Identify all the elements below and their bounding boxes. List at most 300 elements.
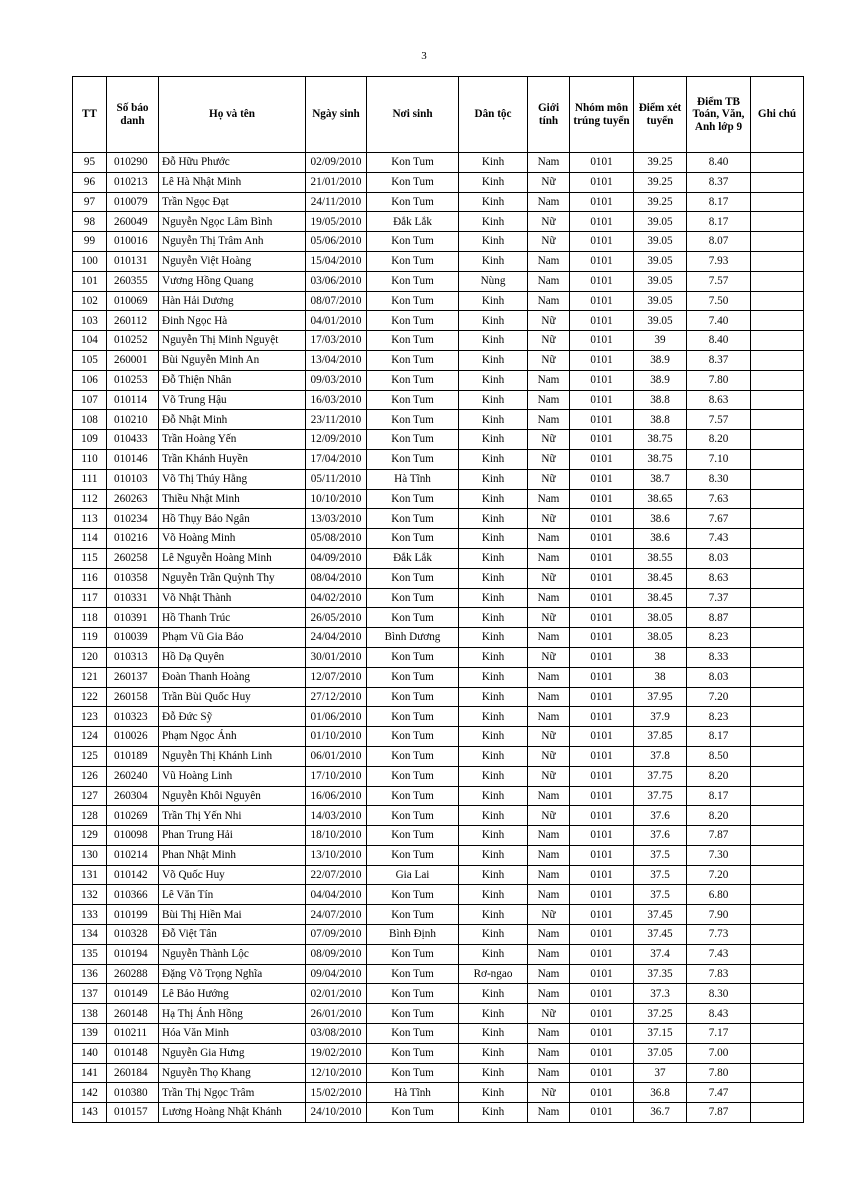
- cell-ghi-chu: [751, 925, 804, 945]
- cell-diem-xet-tuyen: 38.45: [634, 568, 687, 588]
- cell-diem-tb: 7.43: [687, 529, 751, 549]
- table-row: [73, 984, 804, 1004]
- cell-gioi-tinh: Nữ: [528, 311, 570, 331]
- cell-tt: 120: [73, 647, 107, 667]
- cell-noi-sinh: Kon Tum: [367, 905, 459, 925]
- cell-diem-tb: 7.87: [687, 826, 751, 846]
- table-row: [73, 153, 804, 173]
- cell-so-bao-danh: 260288: [107, 964, 159, 984]
- cell-dan-toc: Kinh: [459, 707, 528, 727]
- cell-diem-tb: 7.87: [687, 1103, 751, 1123]
- cell-nhom-mon: 0101: [570, 925, 634, 945]
- table-row: [73, 489, 804, 509]
- cell-ghi-chu: [751, 331, 804, 351]
- cell-nhom-mon: 0101: [570, 806, 634, 826]
- cell-diem-tb: 8.37: [687, 172, 751, 192]
- cell-ngay-sinh: 16/06/2010: [306, 786, 367, 806]
- cell-ngay-sinh: 15/02/2010: [306, 1083, 367, 1103]
- cell-noi-sinh: Kon Tum: [367, 489, 459, 509]
- cell-dan-toc: Kinh: [459, 529, 528, 549]
- cell-noi-sinh: Kon Tum: [367, 806, 459, 826]
- cell-diem-xet-tuyen: 38.75: [634, 449, 687, 469]
- cell-diem-xet-tuyen: 37.35: [634, 964, 687, 984]
- cell-nhom-mon: 0101: [570, 588, 634, 608]
- cell-ghi-chu: [751, 1024, 804, 1044]
- cell-gioi-tinh: Nữ: [528, 509, 570, 529]
- cell-ho-va-ten: Nguyễn Thị Trâm Anh: [159, 232, 306, 252]
- cell-tt: 113: [73, 509, 107, 529]
- cell-ho-va-ten: Đặng Võ Trọng Nghĩa: [159, 964, 306, 984]
- cell-gioi-tinh: Nữ: [528, 905, 570, 925]
- cell-gioi-tinh: Nam: [528, 628, 570, 648]
- cell-ngay-sinh: 17/03/2010: [306, 331, 367, 351]
- cell-so-bao-danh: 010290: [107, 153, 159, 173]
- cell-dan-toc: Kinh: [459, 806, 528, 826]
- cell-ghi-chu: [751, 707, 804, 727]
- cell-ngay-sinh: 24/04/2010: [306, 628, 367, 648]
- cell-ghi-chu: [751, 568, 804, 588]
- cell-dan-toc: Kinh: [459, 430, 528, 450]
- cell-noi-sinh: Kon Tum: [367, 291, 459, 311]
- cell-tt: 131: [73, 865, 107, 885]
- cell-ngay-sinh: 23/11/2010: [306, 410, 367, 430]
- cell-nhom-mon: 0101: [570, 746, 634, 766]
- cell-ghi-chu: [751, 1083, 804, 1103]
- table-row: [73, 667, 804, 687]
- cell-gioi-tinh: Nữ: [528, 232, 570, 252]
- cell-so-bao-danh: 010098: [107, 826, 159, 846]
- cell-so-bao-danh: 260258: [107, 548, 159, 568]
- cell-tt: 139: [73, 1024, 107, 1044]
- cell-diem-xet-tuyen: 39.25: [634, 153, 687, 173]
- cell-ngay-sinh: 01/06/2010: [306, 707, 367, 727]
- cell-ho-va-ten: Nguyễn Việt Hoàng: [159, 251, 306, 271]
- cell-gioi-tinh: Nam: [528, 192, 570, 212]
- cell-tt: 138: [73, 1004, 107, 1024]
- cell-gioi-tinh: Nam: [528, 271, 570, 291]
- cell-diem-tb: 7.40: [687, 311, 751, 331]
- cell-ghi-chu: [751, 172, 804, 192]
- table-row: [73, 746, 804, 766]
- cell-ghi-chu: [751, 746, 804, 766]
- cell-diem-xet-tuyen: 38.8: [634, 390, 687, 410]
- cell-ho-va-ten: Đỗ Việt Tân: [159, 925, 306, 945]
- cell-nhom-mon: 0101: [570, 212, 634, 232]
- cell-ngay-sinh: 04/09/2010: [306, 548, 367, 568]
- table-row: [73, 509, 804, 529]
- cell-gioi-tinh: Nam: [528, 1024, 570, 1044]
- table-row: [73, 766, 804, 786]
- cell-dan-toc: Kinh: [459, 568, 528, 588]
- cell-dan-toc: Kinh: [459, 469, 528, 489]
- cell-ngay-sinh: 04/02/2010: [306, 588, 367, 608]
- cell-ho-va-ten: Nguyễn Thị Khánh Linh: [159, 746, 306, 766]
- cell-noi-sinh: Kon Tum: [367, 786, 459, 806]
- cell-noi-sinh: Kon Tum: [367, 1063, 459, 1083]
- cell-diem-xet-tuyen: 37.5: [634, 865, 687, 885]
- cell-ho-va-ten: Nguyễn Ngọc Lâm Bình: [159, 212, 306, 232]
- table-row: [73, 469, 804, 489]
- cell-so-bao-danh: 010252: [107, 331, 159, 351]
- table-row: [73, 647, 804, 667]
- cell-dan-toc: Kinh: [459, 588, 528, 608]
- cell-diem-xet-tuyen: 39.05: [634, 212, 687, 232]
- cell-diem-xet-tuyen: 39.25: [634, 172, 687, 192]
- cell-gioi-tinh: Nam: [528, 1043, 570, 1063]
- cell-ho-va-ten: Hàn Hải Dương: [159, 291, 306, 311]
- cell-tt: 97: [73, 192, 107, 212]
- col-nhom-mon-header: Nhóm môn trúng tuyển: [570, 77, 634, 153]
- cell-ghi-chu: [751, 1004, 804, 1024]
- cell-ngay-sinh: 17/04/2010: [306, 449, 367, 469]
- cell-so-bao-danh: 010380: [107, 1083, 159, 1103]
- cell-nhom-mon: 0101: [570, 449, 634, 469]
- cell-noi-sinh: Bình Dương: [367, 628, 459, 648]
- cell-dan-toc: Kinh: [459, 311, 528, 331]
- cell-ngay-sinh: 30/01/2010: [306, 647, 367, 667]
- cell-diem-tb: 7.47: [687, 1083, 751, 1103]
- cell-noi-sinh: Kon Tum: [367, 1004, 459, 1024]
- cell-nhom-mon: 0101: [570, 707, 634, 727]
- cell-ngay-sinh: 12/07/2010: [306, 667, 367, 687]
- cell-gioi-tinh: Nam: [528, 984, 570, 1004]
- cell-nhom-mon: 0101: [570, 311, 634, 331]
- cell-tt: 126: [73, 766, 107, 786]
- cell-diem-tb: 8.20: [687, 430, 751, 450]
- cell-ho-va-ten: Lê Văn Tín: [159, 885, 306, 905]
- cell-noi-sinh: Kon Tum: [367, 271, 459, 291]
- cell-diem-xet-tuyen: 37.45: [634, 925, 687, 945]
- cell-gioi-tinh: Nữ: [528, 647, 570, 667]
- cell-ho-va-ten: Võ Thị Thúy Hằng: [159, 469, 306, 489]
- cell-diem-xet-tuyen: 36.7: [634, 1103, 687, 1123]
- cell-noi-sinh: Kon Tum: [367, 311, 459, 331]
- cell-ho-va-ten: Lê Bảo Hướng: [159, 984, 306, 1004]
- cell-ho-va-ten: Trần Bùi Quốc Huy: [159, 687, 306, 707]
- cell-ghi-chu: [751, 766, 804, 786]
- cell-dan-toc: Kinh: [459, 350, 528, 370]
- col-dan-toc-header: Dân tộc: [459, 77, 528, 153]
- cell-diem-xet-tuyen: 37.9: [634, 707, 687, 727]
- cell-ghi-chu: [751, 529, 804, 549]
- cell-ho-va-ten: Thiều Nhật Minh: [159, 489, 306, 509]
- cell-diem-tb: 7.90: [687, 905, 751, 925]
- cell-diem-xet-tuyen: 37.85: [634, 727, 687, 747]
- cell-diem-tb: 7.17: [687, 1024, 751, 1044]
- cell-diem-tb: 7.37: [687, 588, 751, 608]
- cell-tt: 110: [73, 449, 107, 469]
- cell-ho-va-ten: Nguyễn Thọ Khang: [159, 1063, 306, 1083]
- table-row: [73, 311, 804, 331]
- cell-gioi-tinh: Nữ: [528, 430, 570, 450]
- cell-diem-xet-tuyen: 39.05: [634, 271, 687, 291]
- cell-diem-xet-tuyen: 36.8: [634, 1083, 687, 1103]
- cell-ngay-sinh: 05/06/2010: [306, 232, 367, 252]
- cell-ghi-chu: [751, 410, 804, 430]
- cell-gioi-tinh: Nữ: [528, 212, 570, 232]
- cell-dan-toc: Kinh: [459, 172, 528, 192]
- cell-ngay-sinh: 01/10/2010: [306, 727, 367, 747]
- cell-so-bao-danh: 010114: [107, 390, 159, 410]
- cell-so-bao-danh: 010199: [107, 905, 159, 925]
- table-header-row: [73, 77, 804, 153]
- col-ghi-chu-header: Ghi chú: [751, 77, 804, 153]
- cell-tt: 118: [73, 608, 107, 628]
- table-row: [73, 786, 804, 806]
- cell-gioi-tinh: Nam: [528, 845, 570, 865]
- cell-ngay-sinh: 21/01/2010: [306, 172, 367, 192]
- table-row: [73, 608, 804, 628]
- cell-nhom-mon: 0101: [570, 153, 634, 173]
- cell-ghi-chu: [751, 984, 804, 1004]
- cell-diem-tb: 8.17: [687, 786, 751, 806]
- cell-tt: 129: [73, 826, 107, 846]
- cell-ghi-chu: [751, 271, 804, 291]
- table-row: [73, 1103, 804, 1123]
- cell-noi-sinh: Kon Tum: [367, 944, 459, 964]
- cell-gioi-tinh: Nam: [528, 291, 570, 311]
- cell-tt: 133: [73, 905, 107, 925]
- cell-tt: 142: [73, 1083, 107, 1103]
- cell-diem-tb: 8.37: [687, 350, 751, 370]
- cell-diem-xet-tuyen: 38.6: [634, 529, 687, 549]
- cell-ho-va-ten: Lê Hà Nhật Minh: [159, 172, 306, 192]
- cell-ghi-chu: [751, 489, 804, 509]
- cell-dan-toc: Kinh: [459, 509, 528, 529]
- table-body: [73, 153, 804, 1123]
- cell-ngay-sinh: 24/07/2010: [306, 905, 367, 925]
- cell-ngay-sinh: 15/04/2010: [306, 251, 367, 271]
- cell-ngay-sinh: 08/09/2010: [306, 944, 367, 964]
- cell-diem-tb: 7.00: [687, 1043, 751, 1063]
- cell-gioi-tinh: Nam: [528, 548, 570, 568]
- cell-ho-va-ten: Đỗ Nhật Minh: [159, 410, 306, 430]
- cell-so-bao-danh: 260240: [107, 766, 159, 786]
- page-number: 3: [421, 50, 427, 62]
- cell-ho-va-ten: Đỗ Thiện Nhân: [159, 370, 306, 390]
- cell-diem-xet-tuyen: 38.6: [634, 509, 687, 529]
- cell-dan-toc: Kinh: [459, 925, 528, 945]
- table-row: [73, 1063, 804, 1083]
- cell-nhom-mon: 0101: [570, 608, 634, 628]
- cell-ghi-chu: [751, 153, 804, 173]
- cell-noi-sinh: Kon Tum: [367, 1103, 459, 1123]
- cell-so-bao-danh: 010269: [107, 806, 159, 826]
- cell-nhom-mon: 0101: [570, 984, 634, 1004]
- table-row: [73, 251, 804, 271]
- cell-diem-xet-tuyen: 37.95: [634, 687, 687, 707]
- cell-ngay-sinh: 26/05/2010: [306, 608, 367, 628]
- cell-so-bao-danh: 260184: [107, 1063, 159, 1083]
- cell-tt: 124: [73, 727, 107, 747]
- cell-ghi-chu: [751, 608, 804, 628]
- cell-tt: 135: [73, 944, 107, 964]
- cell-nhom-mon: 0101: [570, 667, 634, 687]
- cell-gioi-tinh: Nữ: [528, 746, 570, 766]
- cell-so-bao-danh: 010148: [107, 1043, 159, 1063]
- cell-ho-va-ten: Bùi Nguyễn Minh An: [159, 350, 306, 370]
- cell-ho-va-ten: Đinh Ngọc Hà: [159, 311, 306, 331]
- cell-tt: 108: [73, 410, 107, 430]
- cell-ghi-chu: [751, 350, 804, 370]
- cell-ngay-sinh: 02/01/2010: [306, 984, 367, 1004]
- cell-gioi-tinh: Nam: [528, 1063, 570, 1083]
- cell-nhom-mon: 0101: [570, 628, 634, 648]
- cell-ghi-chu: [751, 845, 804, 865]
- cell-diem-tb: 7.20: [687, 865, 751, 885]
- cell-diem-xet-tuyen: 39.25: [634, 192, 687, 212]
- cell-ghi-chu: [751, 430, 804, 450]
- cell-diem-xet-tuyen: 38.9: [634, 370, 687, 390]
- cell-dan-toc: Kinh: [459, 667, 528, 687]
- cell-noi-sinh: Kon Tum: [367, 1024, 459, 1044]
- cell-so-bao-danh: 010194: [107, 944, 159, 964]
- cell-ghi-chu: [751, 370, 804, 390]
- cell-dan-toc: Kinh: [459, 390, 528, 410]
- cell-diem-tb: 7.80: [687, 370, 751, 390]
- cell-ghi-chu: [751, 1043, 804, 1063]
- cell-nhom-mon: 0101: [570, 944, 634, 964]
- cell-nhom-mon: 0101: [570, 766, 634, 786]
- cell-ghi-chu: [751, 687, 804, 707]
- cell-so-bao-danh: 010142: [107, 865, 159, 885]
- cell-gioi-tinh: Nam: [528, 944, 570, 964]
- cell-tt: 109: [73, 430, 107, 450]
- admission-list-table: [72, 76, 804, 1123]
- cell-ngay-sinh: 03/08/2010: [306, 1024, 367, 1044]
- cell-so-bao-danh: 010331: [107, 588, 159, 608]
- cell-nhom-mon: 0101: [570, 291, 634, 311]
- cell-diem-tb: 8.03: [687, 548, 751, 568]
- cell-nhom-mon: 0101: [570, 885, 634, 905]
- cell-ho-va-ten: Lê Nguyễn Hoàng Minh: [159, 548, 306, 568]
- cell-ngay-sinh: 24/11/2010: [306, 192, 367, 212]
- cell-noi-sinh: Kon Tum: [367, 172, 459, 192]
- cell-diem-tb: 8.50: [687, 746, 751, 766]
- cell-ghi-chu: [751, 212, 804, 232]
- cell-ngay-sinh: 04/04/2010: [306, 885, 367, 905]
- cell-so-bao-danh: 010253: [107, 370, 159, 390]
- cell-gioi-tinh: Nữ: [528, 608, 570, 628]
- cell-diem-xet-tuyen: 37.75: [634, 766, 687, 786]
- col-diem-xet-tuyen-header: Điểm xét tuyển: [634, 77, 687, 153]
- cell-diem-tb: 7.83: [687, 964, 751, 984]
- cell-so-bao-danh: 260049: [107, 212, 159, 232]
- cell-ho-va-ten: Vũ Hoàng Linh: [159, 766, 306, 786]
- table-row: [73, 232, 804, 252]
- cell-nhom-mon: 0101: [570, 469, 634, 489]
- cell-noi-sinh: Kon Tum: [367, 766, 459, 786]
- cell-dan-toc: Kinh: [459, 1004, 528, 1024]
- cell-nhom-mon: 0101: [570, 232, 634, 252]
- cell-diem-tb: 7.67: [687, 509, 751, 529]
- cell-diem-tb: 8.40: [687, 153, 751, 173]
- cell-dan-toc: Rơ-ngao: [459, 964, 528, 984]
- cell-tt: 98: [73, 212, 107, 232]
- cell-ho-va-ten: Võ Hoàng Minh: [159, 529, 306, 549]
- cell-noi-sinh: Kon Tum: [367, 350, 459, 370]
- table-row: [73, 905, 804, 925]
- cell-gioi-tinh: Nam: [528, 687, 570, 707]
- cell-nhom-mon: 0101: [570, 568, 634, 588]
- cell-gioi-tinh: Nam: [528, 826, 570, 846]
- cell-so-bao-danh: 010069: [107, 291, 159, 311]
- cell-so-bao-danh: 010103: [107, 469, 159, 489]
- cell-ngay-sinh: 13/10/2010: [306, 845, 367, 865]
- cell-noi-sinh: Kon Tum: [367, 568, 459, 588]
- cell-tt: 101: [73, 271, 107, 291]
- cell-gioi-tinh: Nữ: [528, 172, 570, 192]
- cell-ho-va-ten: Võ Nhật Thành: [159, 588, 306, 608]
- cell-noi-sinh: Bình Định: [367, 925, 459, 945]
- cell-diem-xet-tuyen: 37.15: [634, 1024, 687, 1044]
- cell-so-bao-danh: 260263: [107, 489, 159, 509]
- table-row: [73, 291, 804, 311]
- cell-ho-va-ten: Nguyễn Khôi Nguyên: [159, 786, 306, 806]
- table-row: [73, 826, 804, 846]
- col-ngay-sinh-header: Ngày sinh: [306, 77, 367, 153]
- cell-so-bao-danh: 010358: [107, 568, 159, 588]
- cell-tt: 103: [73, 311, 107, 331]
- table-row: [73, 628, 804, 648]
- cell-diem-tb: 8.20: [687, 806, 751, 826]
- cell-dan-toc: Kinh: [459, 905, 528, 925]
- cell-ho-va-ten: Trần Khánh Huyền: [159, 449, 306, 469]
- cell-diem-tb: 8.87: [687, 608, 751, 628]
- cell-nhom-mon: 0101: [570, 1063, 634, 1083]
- cell-ghi-chu: [751, 885, 804, 905]
- cell-ho-va-ten: Đoàn Thanh Hoàng: [159, 667, 306, 687]
- cell-nhom-mon: 0101: [570, 845, 634, 865]
- cell-noi-sinh: Đắk Lắk: [367, 212, 459, 232]
- cell-ho-va-ten: Nguyễn Thị Minh Nguyệt: [159, 331, 306, 351]
- cell-ho-va-ten: Đỗ Đức Sỹ: [159, 707, 306, 727]
- cell-so-bao-danh: 010216: [107, 529, 159, 549]
- cell-diem-tb: 8.43: [687, 1004, 751, 1024]
- cell-so-bao-danh: 010234: [107, 509, 159, 529]
- cell-so-bao-danh: 010323: [107, 707, 159, 727]
- cell-diem-tb: 8.30: [687, 984, 751, 1004]
- cell-gioi-tinh: Nữ: [528, 449, 570, 469]
- cell-diem-tb: 8.17: [687, 192, 751, 212]
- cell-tt: 132: [73, 885, 107, 905]
- cell-diem-xet-tuyen: 38.7: [634, 469, 687, 489]
- cell-noi-sinh: Kon Tum: [367, 331, 459, 351]
- cell-so-bao-danh: 010391: [107, 608, 159, 628]
- cell-nhom-mon: 0101: [570, 548, 634, 568]
- cell-diem-tb: 8.07: [687, 232, 751, 252]
- cell-diem-xet-tuyen: 37.05: [634, 1043, 687, 1063]
- cell-dan-toc: Kinh: [459, 786, 528, 806]
- cell-diem-xet-tuyen: 38.75: [634, 430, 687, 450]
- cell-diem-xet-tuyen: 38: [634, 667, 687, 687]
- cell-so-bao-danh: 260112: [107, 311, 159, 331]
- cell-noi-sinh: Kon Tum: [367, 251, 459, 271]
- table-row: [73, 568, 804, 588]
- cell-dan-toc: Kinh: [459, 370, 528, 390]
- cell-ngay-sinh: 18/10/2010: [306, 826, 367, 846]
- cell-diem-tb: 7.57: [687, 271, 751, 291]
- col-gioi-tinh-header: Giới tính: [528, 77, 570, 153]
- cell-diem-xet-tuyen: 38.45: [634, 588, 687, 608]
- cell-tt: 141: [73, 1063, 107, 1083]
- table-row: [73, 430, 804, 450]
- cell-noi-sinh: Gia Lai: [367, 865, 459, 885]
- cell-noi-sinh: Kon Tum: [367, 608, 459, 628]
- cell-ghi-chu: [751, 865, 804, 885]
- cell-so-bao-danh: 010146: [107, 449, 159, 469]
- cell-noi-sinh: Kon Tum: [367, 370, 459, 390]
